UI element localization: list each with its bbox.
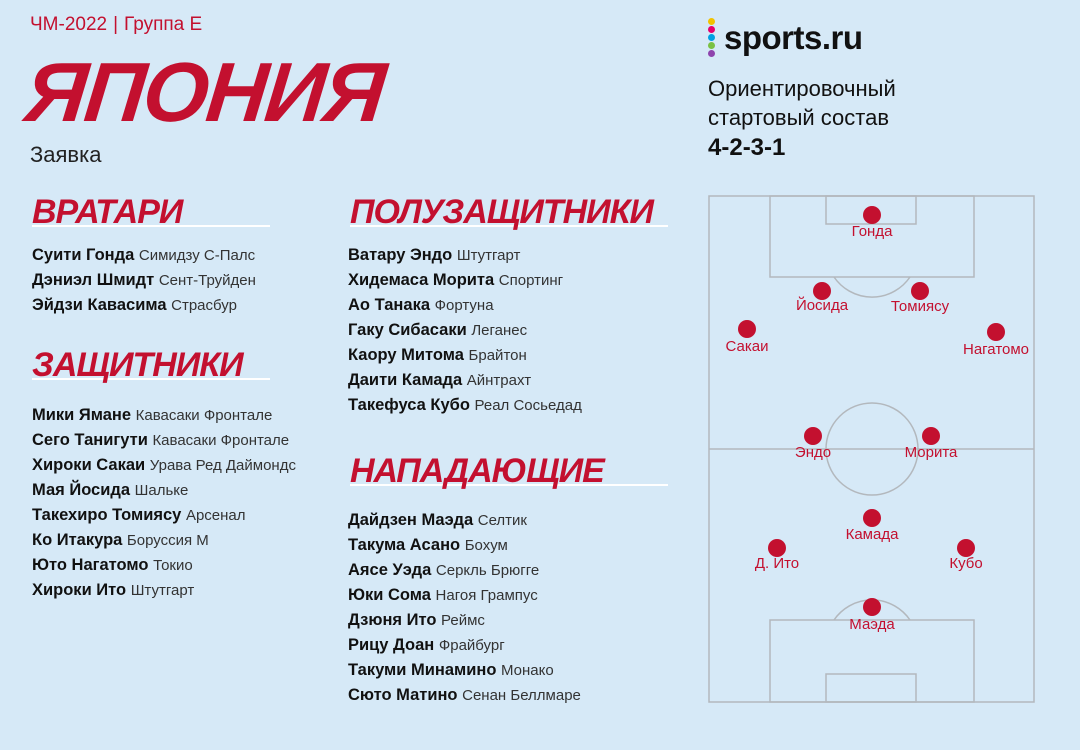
squad-subtitle: Заявка xyxy=(30,142,102,167)
logo-text: sports.ru xyxy=(724,19,863,56)
player-name: Сего Танигути xyxy=(32,431,148,449)
player-label: Нагатомо xyxy=(962,341,1030,358)
player-name: Дзюня Ито xyxy=(348,611,437,629)
tournament-line xyxy=(30,14,202,36)
player-name: Мики Ямане xyxy=(32,406,132,424)
player-markers xyxy=(726,206,1030,633)
list-item xyxy=(32,403,296,428)
section-defenders xyxy=(32,346,272,384)
list-midfielders xyxy=(348,243,582,418)
player-club: Монако xyxy=(501,662,554,679)
list-item xyxy=(32,528,296,553)
player-label: Камада xyxy=(845,526,899,543)
player-name: Дэниэл Шмидт xyxy=(32,271,155,289)
player-club: Страсбур xyxy=(171,297,237,314)
section-title-goalkeepers: ВРАТАРИ xyxy=(32,193,183,231)
player-name: Аясе Уэда xyxy=(348,561,432,579)
player-name: Такума Асано xyxy=(348,536,461,554)
player-club: Боруссия М xyxy=(126,532,209,549)
player-marker xyxy=(905,427,958,461)
section-title-forwards: НАПАДАЮЩИЕ xyxy=(350,452,604,490)
section-title-midfielders: ПОЛУЗАЩИТНИКИ xyxy=(350,193,653,231)
list-goalkeepers xyxy=(32,243,256,318)
player-club: Сенан Беллмаре xyxy=(462,687,581,704)
logo-dot xyxy=(708,18,715,25)
player-name: Такуми Минамино xyxy=(348,661,497,679)
player-dot xyxy=(863,206,881,224)
player-club: Сент-Труйден xyxy=(158,272,256,289)
list-item xyxy=(348,608,581,633)
section-midfielders xyxy=(350,193,670,231)
player-club: Штутгарт xyxy=(456,247,521,264)
logo-dot xyxy=(708,42,715,49)
player-marker xyxy=(852,206,893,240)
player-name: Мая Йосида xyxy=(32,481,131,499)
pitch-diagram xyxy=(708,195,1036,705)
bottom-goal-box xyxy=(826,674,916,702)
lineup-label xyxy=(708,74,896,132)
list-item xyxy=(32,553,296,578)
logo-dots-icon xyxy=(708,18,718,58)
player-name: Такефуса Кубо xyxy=(348,396,470,414)
separator: | xyxy=(113,14,119,35)
list-item xyxy=(348,658,581,683)
player-name: Ко Итакура xyxy=(32,531,123,549)
logo-dot xyxy=(708,50,715,57)
player-name: Хироки Сакаи xyxy=(32,456,146,474)
player-name: Хидемаса Морита xyxy=(348,271,495,289)
player-dot xyxy=(922,427,940,445)
list-item xyxy=(348,343,582,368)
player-label: Гонда xyxy=(851,223,893,240)
player-label: Д. Ито xyxy=(754,555,800,572)
player-club: Селтик xyxy=(477,512,527,529)
player-name: Ватару Эндо xyxy=(348,246,453,264)
player-marker xyxy=(963,323,1029,358)
player-label: Морита xyxy=(904,444,958,461)
list-item xyxy=(348,293,582,318)
tournament-label: ЧМ-2022 xyxy=(30,14,108,35)
player-label: Сакаи xyxy=(725,338,769,355)
player-name: Эйдзи Кавасима xyxy=(32,296,167,314)
player-club: Арсенал xyxy=(185,507,246,524)
player-marker xyxy=(795,427,831,461)
lineup-label-line2: стартовый состав xyxy=(708,105,890,130)
player-club: Спортинг xyxy=(498,272,564,289)
player-club: Урава Ред Даймондс xyxy=(149,457,296,474)
player-marker xyxy=(726,320,769,355)
player-dot xyxy=(738,320,756,338)
player-marker xyxy=(755,539,799,572)
player-marker xyxy=(796,282,849,314)
list-item xyxy=(32,453,296,478)
list-item xyxy=(348,268,582,293)
list-item xyxy=(32,293,256,318)
player-name: Рицу Доан xyxy=(348,636,435,654)
list-item xyxy=(32,578,296,603)
player-name: Дайдзен Маэда xyxy=(348,511,474,529)
player-dot xyxy=(804,427,822,445)
player-label: Йосида xyxy=(795,297,849,314)
player-dot xyxy=(863,598,881,616)
list-item xyxy=(348,508,581,533)
list-item xyxy=(32,428,296,453)
list-item xyxy=(348,558,581,583)
list-item xyxy=(32,243,256,268)
list-item xyxy=(348,318,582,343)
player-name: Даити Камада xyxy=(348,371,463,389)
logo-dot xyxy=(708,26,715,33)
lineup-label-line1: Ориентировочный xyxy=(708,76,896,101)
list-forwards xyxy=(348,508,581,708)
formation: 4-2-3-1 xyxy=(708,134,786,161)
list-item xyxy=(348,683,581,708)
list-item xyxy=(348,393,582,418)
player-club: Кавасаки Фронтале xyxy=(135,407,273,424)
list-item xyxy=(348,533,581,558)
player-club: Айнтрахт xyxy=(466,372,532,389)
player-name: Хироки Ито xyxy=(32,581,127,599)
player-club: Кавасаки Фронтале xyxy=(152,432,290,449)
player-club: Нагоя Грампус xyxy=(435,587,538,604)
player-club: Токио xyxy=(153,557,193,574)
list-item xyxy=(348,368,582,393)
player-label: Томиясу xyxy=(890,298,950,315)
player-label: Кубо xyxy=(949,555,983,572)
section-forwards xyxy=(350,452,670,490)
player-marker xyxy=(949,539,982,572)
player-marker xyxy=(846,509,899,543)
player-club: Серкль Брюгге xyxy=(435,562,540,579)
group-label: Группа E xyxy=(124,14,203,35)
player-dot xyxy=(987,323,1005,341)
player-club: Фрайбург xyxy=(438,637,505,654)
sports-ru-logo[interactable] xyxy=(708,18,863,58)
player-club: Бохум xyxy=(464,537,508,554)
player-club: Реймс xyxy=(441,612,485,629)
player-name: Каору Митома xyxy=(348,346,464,364)
list-item xyxy=(32,503,296,528)
player-name: Юто Нагатомо xyxy=(32,556,149,574)
player-name: Гаку Сибасаки xyxy=(348,321,467,339)
logo-dot xyxy=(708,34,715,41)
list-item xyxy=(32,478,296,503)
list-item xyxy=(32,268,256,293)
player-club: Шальке xyxy=(134,482,189,499)
player-name: Такехиро Томиясу xyxy=(32,506,182,524)
player-name: Сюто Матино xyxy=(348,686,458,704)
player-name: Ао Танака xyxy=(348,296,431,314)
player-club: Леганес xyxy=(471,322,528,339)
list-item xyxy=(348,583,581,608)
top-penalty-arc xyxy=(834,277,910,297)
list-defenders xyxy=(32,403,296,603)
list-item xyxy=(348,633,581,658)
player-label: Эндо xyxy=(794,444,832,461)
player-club: Фортуна xyxy=(434,297,494,314)
player-name: Юки Сома xyxy=(348,586,431,604)
player-club: Штутгарт xyxy=(130,582,195,599)
team-title: ЯПОНИЯ xyxy=(21,45,389,139)
player-club: Реал Сосьедад xyxy=(474,397,582,414)
player-name: Суити Гонда xyxy=(32,246,135,264)
player-label: Маэда xyxy=(849,616,895,633)
section-goalkeepers xyxy=(32,193,272,231)
list-item xyxy=(348,243,582,268)
player-club: Симидзу С-Палс xyxy=(138,247,256,264)
player-club: Брайтон xyxy=(468,347,527,364)
player-dot xyxy=(863,509,881,527)
section-title-defenders: ЗАЩИТНИКИ xyxy=(32,346,243,384)
